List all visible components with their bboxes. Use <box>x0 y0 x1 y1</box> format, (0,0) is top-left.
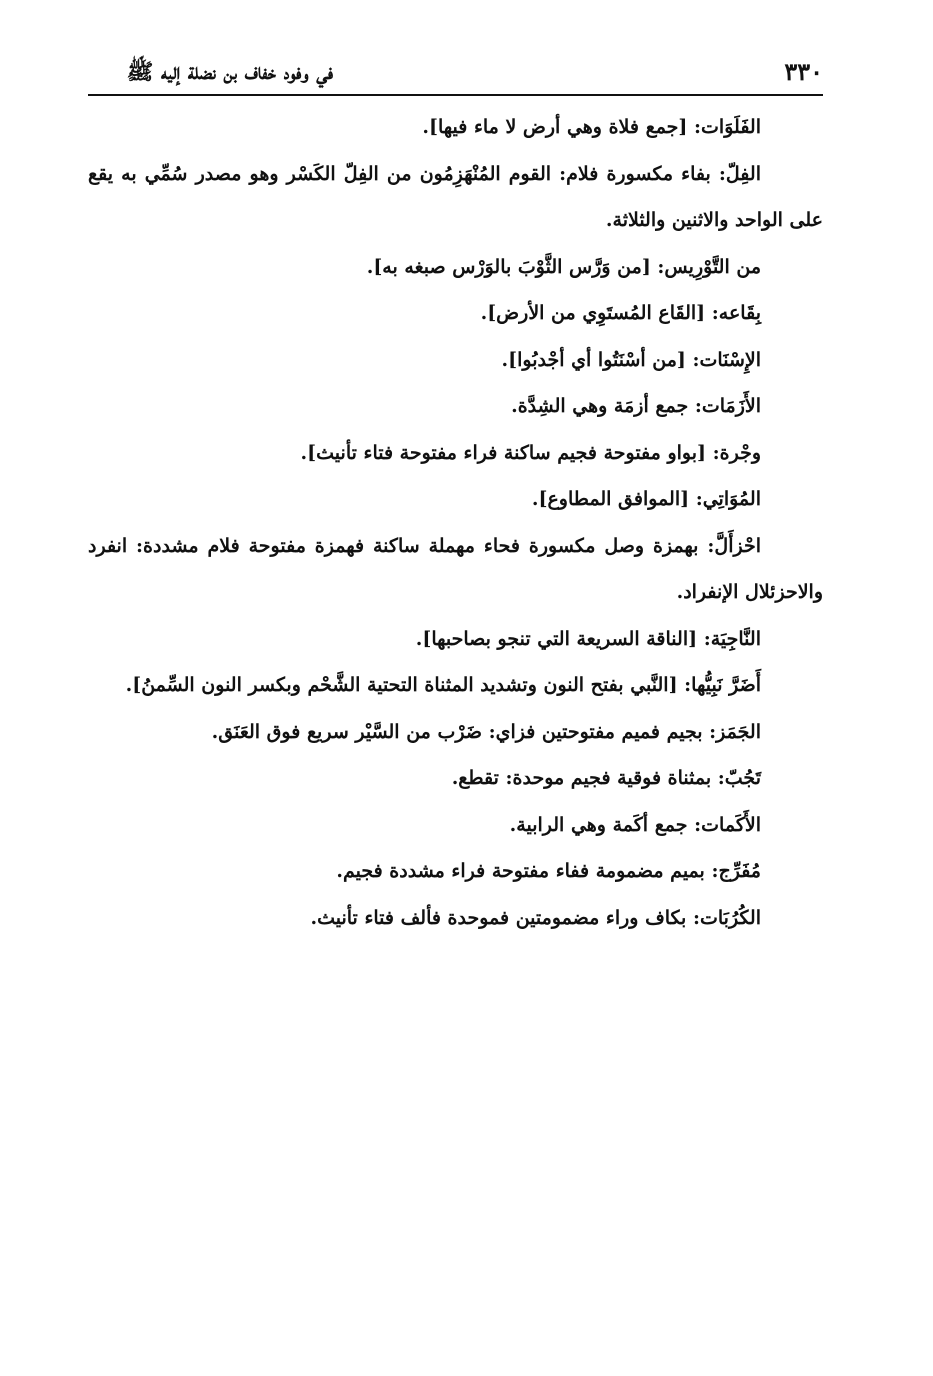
entry-definition: [جمع فلاة وهي أرض لا ماء فيها]. <box>422 116 695 138</box>
glossary-entry <box>88 523 823 616</box>
entry-definition: [النَّبي بفتح النون وتشديد المثناة التحتية الشَّحْم وبكسر النون السِّمنُ]. <box>125 674 685 696</box>
entry-definition: بجيم فميم مفتوحتين فزاي: ضَرْب من السَّيْر سريع فوق العَنَق. <box>211 720 710 743</box>
entry-definition: [من أسْنَتُوا أي أجْدبُوا]. <box>501 348 693 371</box>
entry-definition: بمثناة فوقية فجيم موحدة: تقطع. <box>451 767 718 789</box>
glossary-entry <box>88 244 823 291</box>
glossary-entry <box>88 895 823 942</box>
glossary-entry <box>88 755 823 802</box>
entry-definition: [الموافق المطاوع]. <box>531 488 696 510</box>
entry-definition: جمع أزمَة وهي الشِدَّة. <box>511 395 695 417</box>
glossary-entry <box>88 802 823 849</box>
glossary-entry <box>88 616 823 663</box>
entry-term: وجْرة: <box>712 441 761 464</box>
glossary-entry <box>88 337 823 384</box>
entry-definition: [الناقة السريعة التي تنجو بصاحبها]. <box>415 627 704 650</box>
entry-term: الفِلّ: <box>718 162 761 185</box>
entry-term: بِقَاعه: <box>711 302 761 324</box>
entry-term: النَّاجِيَة: <box>703 627 761 650</box>
running-title: في وفود خفاف بن نضلة إليه ﷺ <box>126 59 333 85</box>
glossary-entry <box>88 662 823 709</box>
glossary-entry <box>88 104 823 151</box>
entry-definition: جمع أكَمة وهي الرابية. <box>509 813 695 836</box>
glossary-entry <box>88 476 823 523</box>
entry-term: الجَمَز: <box>709 720 761 743</box>
glossary-entry <box>88 151 823 244</box>
entry-term: الإِسْنَات: <box>692 348 761 371</box>
glossary-body <box>88 104 823 941</box>
entry-term: الكُرُبَات: <box>692 906 761 929</box>
entry-definition: [بواو مفتوحة فجيم ساكنة فراء مفتوحة فتاء تأنيث]. <box>300 441 713 464</box>
entry-definition: بكاف وراء مضمومتين فموحدة فألف فتاء تأنيث. <box>310 906 693 929</box>
running-header <box>88 52 823 92</box>
entry-term: من التَّوْرِيس: <box>657 255 761 278</box>
entry-definition: بهمزة وصل مكسورة فحاء مهملة ساكنة فهمزة مفتوحة فلام مشددة: انفرد والاحزئلال الإنفراد. <box>88 534 823 603</box>
glossary-entry <box>88 383 823 430</box>
entry-definition: بفاء مكسورة فلام: القوم المُنْهَزِمُون من الفِلّ الكَسْر وهو مصدر سُمِّي به يقع على الواحد والاثنين والثلاثة. <box>88 162 823 231</box>
entry-definition: بميم مضمومة ففاء مفتوحة فراء مشددة فجيم. <box>336 860 712 882</box>
entry-definition: [من وَرَّس الثَّوْبَ بالوَرْس صبغه به]. <box>366 255 658 278</box>
entry-term: أَضَرَّ نَبِيُّها: <box>684 674 761 696</box>
entry-term: الأَزَمَات: <box>694 395 761 417</box>
page-number: ٣٣٠ <box>784 57 823 86</box>
header-divider <box>88 94 823 96</box>
entry-term: الأَكَمات: <box>694 813 761 836</box>
glossary-entry <box>88 709 823 756</box>
entry-term: تَجُبّ: <box>717 767 761 789</box>
entry-term: مُفَرِّج: <box>711 860 761 882</box>
entry-term: الفَلَوَات: <box>694 116 761 138</box>
entry-term: احْزأَلَّ: <box>707 534 761 557</box>
glossary-entry <box>88 848 823 895</box>
entry-term: المُوَاتِي: <box>695 488 761 510</box>
glossary-entry <box>88 290 823 337</box>
glossary-entry <box>88 430 823 477</box>
entry-definition: [القَاع المُستَوِي من الأرض]. <box>480 302 712 324</box>
